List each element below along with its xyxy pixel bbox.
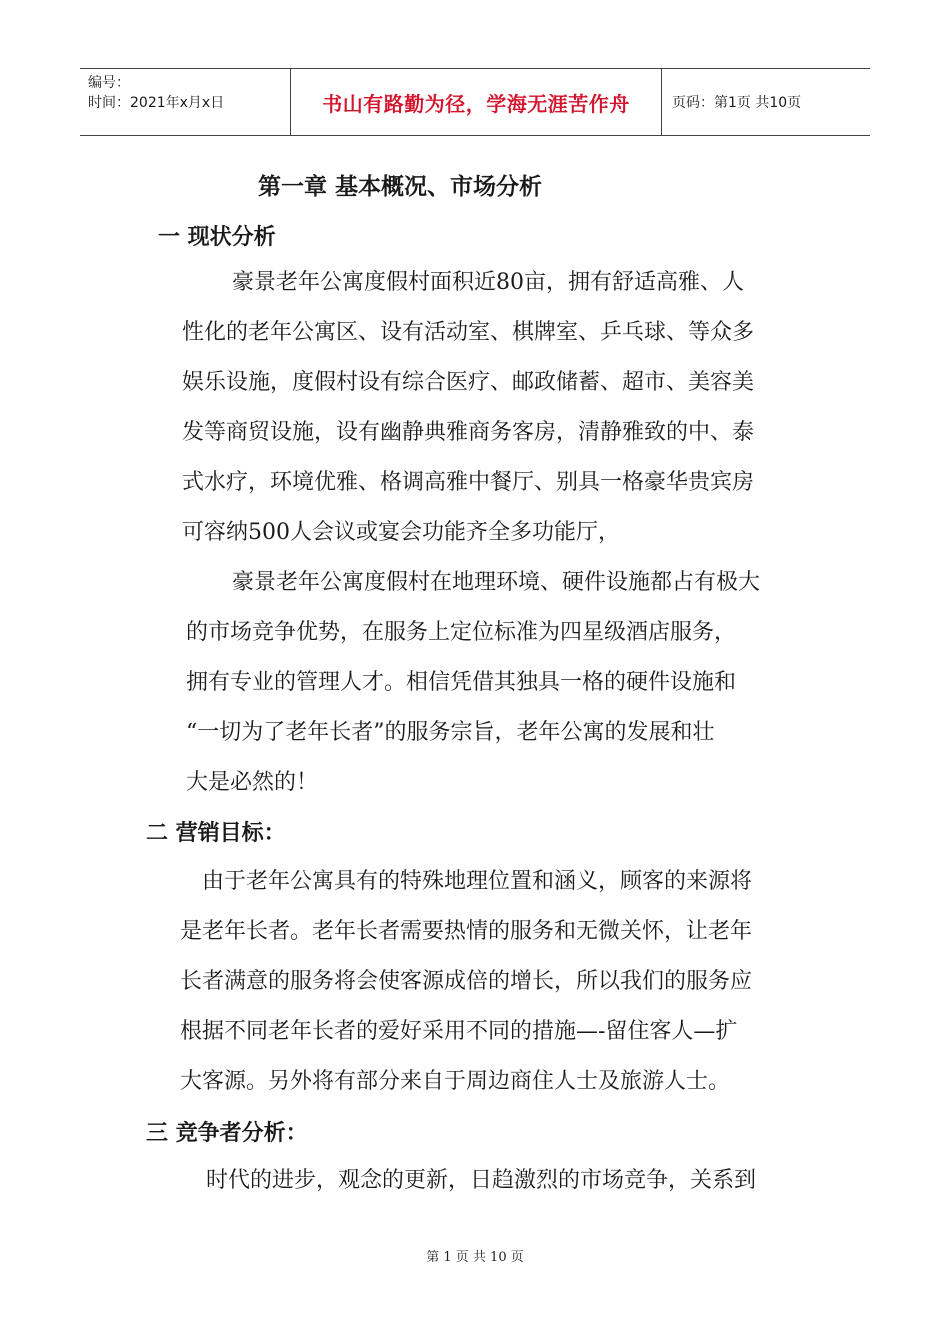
paragraph-line: 大客源。另外将有部分来自于周边商住人士及旅游人士。 bbox=[180, 1069, 731, 1094]
paragraph-line: 娱乐设施，度假村设有综合医疗、邮政储蓄、超市、美容美 bbox=[182, 370, 755, 395]
header-meta bbox=[80, 69, 291, 136]
section-heading-competitor-analysis: 三 竞争者分析： bbox=[146, 1121, 308, 1146]
document-time-label: 时间：2021年x月x日 bbox=[88, 95, 225, 111]
paragraph-marketing-goal bbox=[180, 857, 752, 1107]
header-page-info: 页码：第1页 共10页 bbox=[662, 69, 871, 136]
chapter-title: 第一章 基本概况、市场分析 bbox=[258, 174, 543, 200]
section-heading-status: 一 现状分析 bbox=[158, 225, 276, 250]
document-number-label: 编号： bbox=[88, 75, 130, 91]
page-footer: 第 1 页 共 10 页 bbox=[426, 1250, 524, 1265]
paragraph-line: 的市场竞争优势，在服务上定位标准为四星级酒店服务， bbox=[186, 620, 737, 645]
paragraph-line: 是老年长者。老年长者需要热情的服务和无微关怀，让老年 bbox=[180, 919, 753, 944]
paragraph-line: 式水疗，环境优雅、格调高雅中餐厅、别具一格豪华贵宾房 bbox=[182, 470, 755, 495]
paragraph-line: 时代的进步，观念的更新，日趋激烈的市场竞争，关系到 bbox=[206, 1168, 757, 1193]
paragraph-line: 拥有专业的管理人才。相信凭借其独具一格的硬件设施和 bbox=[186, 670, 737, 695]
paragraph-line: 豪景老年公寓度假村面积近80亩，拥有舒适高雅、人 bbox=[232, 270, 744, 295]
section-heading-marketing-goal: 二 营销目标： bbox=[146, 821, 286, 846]
paragraph-line: 性化的老年公寓区、设有活动室、棋牌室、乒乓球、等众多 bbox=[182, 320, 755, 345]
paragraph-line: 根据不同老年长者的爱好采用不同的措施—-留住客人—扩 bbox=[180, 1019, 738, 1044]
paragraph-status-1 bbox=[182, 258, 754, 558]
paragraph-line: 大是必然的！ bbox=[186, 770, 319, 795]
header-motto-cell bbox=[291, 69, 662, 136]
header-motto: 书山有路勤为径，学海无涯苦作舟 bbox=[322, 91, 630, 116]
paragraph-line: 长者满意的服务将会使客源成倍的增长，所以我们的服务应 bbox=[180, 969, 753, 994]
page-header bbox=[80, 68, 870, 136]
paragraph-line: 豪景老年公寓度假村在地理环境、硬件设施都占有极大 bbox=[232, 570, 761, 595]
paragraph-line: 发等商贸设施，设有幽静典雅商务客房，清静雅致的中、泰 bbox=[182, 420, 755, 445]
paragraph-status-2 bbox=[186, 558, 760, 808]
paragraph-line: 可容纳500人会议或宴会功能齐全多功能厅， bbox=[182, 520, 620, 545]
paragraph-line: 由于老年公寓具有的特殊地理位置和涵义，顾客的来源将 bbox=[202, 869, 753, 894]
paragraph-line: “一切为了老年长者”的服务宗旨，老年公寓的发展和壮 bbox=[186, 720, 715, 745]
paragraph-competitor-analysis bbox=[206, 1156, 756, 1206]
